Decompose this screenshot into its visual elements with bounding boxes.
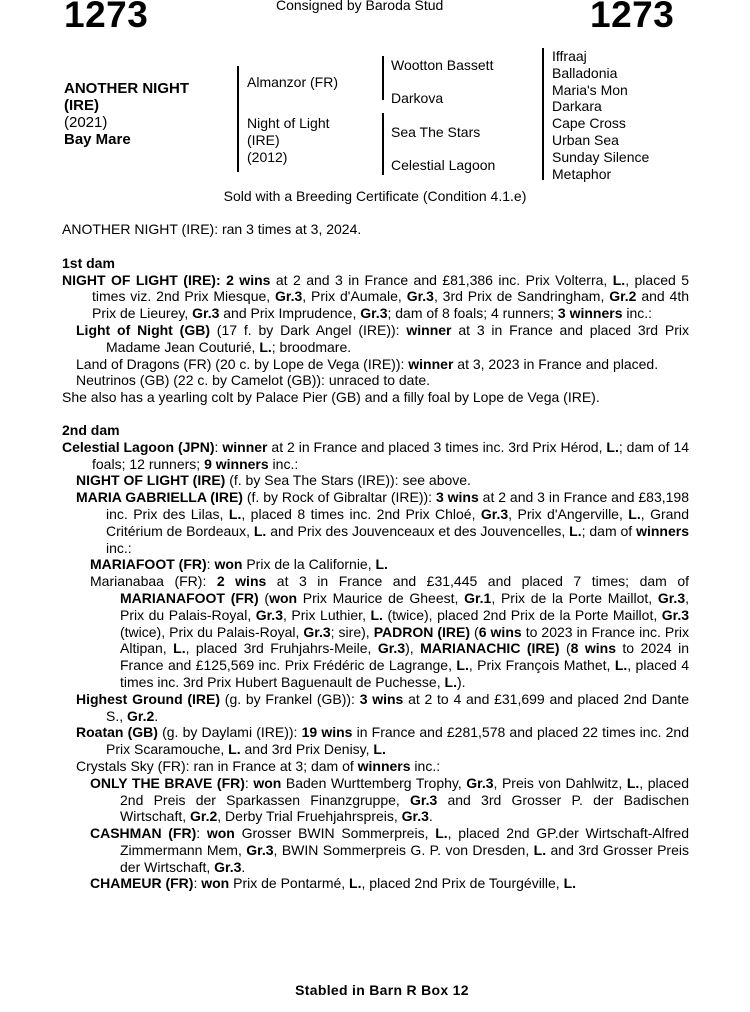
text-span: , Prix de la Porte Maillot, xyxy=(491,589,658,606)
group-badge: Gr.1 xyxy=(464,589,492,606)
text-span: (17 f. by Dark Angel (IRE)): xyxy=(209,321,407,338)
group-badge: Gr.3 xyxy=(661,606,690,623)
produce-name: Highest Ground (IRE) xyxy=(76,690,221,707)
wins-text: won xyxy=(201,875,230,892)
text-span: Prix Maurice de Gheest, xyxy=(297,589,465,606)
pedigree-bracket-2a xyxy=(382,56,384,100)
produce-entry-light-of-night xyxy=(62,322,689,356)
listed-badge: L. xyxy=(606,438,619,455)
text-span: (g. by Daylami (IRE)): xyxy=(157,724,302,741)
group-badge: Gr.3 xyxy=(360,305,388,322)
text-span: Grosser BWIN Sommerpreis, xyxy=(234,825,436,842)
produce-name: MARIA GABRIELLA (IRE) xyxy=(76,489,243,506)
text-span: and 3rd Grosser Preis der Wirtschaft, xyxy=(120,841,689,875)
group-badge: Gr.3 xyxy=(246,841,274,858)
text-span: (twice), Prix du Palais-Royal, xyxy=(120,623,304,640)
section-gap xyxy=(62,406,689,422)
wins-text: 3 wins xyxy=(359,690,404,707)
text-span: , Preis von Dahlwitz, xyxy=(493,774,627,791)
produce-name: Light of Night (GB) xyxy=(76,321,210,338)
text-span: at 3 in France and placed 3rd Prix Madame Jean Couturié, xyxy=(106,321,689,355)
text-span: , placed 2nd GP.der Wirtschaft-Alfred Zimmermann Mem, xyxy=(120,825,689,858)
listed-badge: L. xyxy=(228,741,241,758)
produce-name: CASHMAN (FR) xyxy=(90,825,197,842)
pedigree-dam-name: Night of Light xyxy=(247,115,330,131)
text-span: and 4th Prix de Lieurey, xyxy=(92,288,690,322)
wins-text: winner xyxy=(222,438,268,455)
text-span: Prix de Pontarmé, xyxy=(229,875,350,892)
produce-entry-maria-gabriella xyxy=(62,489,689,556)
pedigree-gen3-2: Darkova xyxy=(391,90,444,106)
listed-badge: L. xyxy=(569,522,582,539)
produce-entry-only-the-brave xyxy=(62,775,689,825)
pedigree-bracket-3 xyxy=(542,48,544,180)
pedigree-gen3-1: Wootton Bassett xyxy=(391,57,494,73)
text-span: , BWIN Sommerpreis G. P. von Dresden, xyxy=(273,841,534,858)
text-span: inc.: xyxy=(106,539,132,556)
produce-entry-mariafoot xyxy=(62,556,689,573)
text-span: and Prix des Jouvenceaux et des Jouvencelles, xyxy=(266,522,570,539)
text-span: ; dam of 8 foals; 4 runners; xyxy=(387,305,558,322)
group-badge: Gr.3 xyxy=(303,623,331,640)
pedigree-gen4-2: Balladonia xyxy=(552,64,618,81)
listed-badge: L. xyxy=(349,875,362,892)
stabling-info: Stabled in Barn R Box 12 xyxy=(295,982,469,998)
text-span: inc.: xyxy=(410,757,441,774)
text-span: , placed 5 times viz. 2nd Prix Miesque, xyxy=(92,271,689,305)
text-span: at 3, 2023 in France and placed. xyxy=(453,355,659,372)
group-badge: Gr.3 xyxy=(410,791,438,808)
listed-badge: L. xyxy=(253,522,267,539)
text-span: , 3rd Prix de Sandringham, xyxy=(433,288,610,305)
consignor: Consigned by Baroda Stud xyxy=(276,0,444,13)
pedigree-sire: Almanzor (FR) xyxy=(247,74,339,90)
group-badge: Gr.3 xyxy=(401,808,429,825)
first-dam-heading: 1st dam xyxy=(62,254,115,271)
wins-text: 6 wins xyxy=(478,623,522,640)
pedigree-gen3-3: Sea The Stars xyxy=(391,124,481,140)
pedigree-dam xyxy=(247,115,330,166)
produce-name: Roatan (GB) xyxy=(76,724,158,741)
pedigree-gen3-4: Celestial Lagoon xyxy=(391,157,496,173)
text-span: , Prix d'Aumale, xyxy=(302,288,407,305)
text-span: . xyxy=(154,707,159,724)
group-badge: Gr.2 xyxy=(127,707,155,724)
text-span: to 2024 in France and £125,569 inc. Prix Frédéric de Lagrange, xyxy=(120,640,690,674)
group-badge: Gr.3 xyxy=(377,640,406,657)
text-span: . xyxy=(241,858,246,875)
horse-country: (IRE) xyxy=(64,97,99,114)
text-span: , Grand Critérium de Bordeaux, xyxy=(106,505,689,539)
text-span: and Prix Imprudence, xyxy=(219,305,361,322)
pedigree-dam-country: (IRE) xyxy=(247,132,280,148)
listed-badge: L. xyxy=(373,741,386,758)
listed-badge: L. xyxy=(173,640,186,657)
text-span: ), xyxy=(405,640,421,657)
text-span: and 3rd Grosser P. der Badischen Wirtschaft, xyxy=(120,791,689,825)
text-span: Crystals Sky (FR): ran in France at 3; dam of xyxy=(76,757,358,774)
group-badge: Gr.3 xyxy=(406,288,434,305)
group-badge: Gr.2 xyxy=(609,288,637,305)
listed-badge: L. xyxy=(563,875,577,892)
winners-text: 3 winners xyxy=(557,305,623,322)
produce-name: CHAMEUR (FR) xyxy=(90,875,194,892)
breeding-certificate-note: Sold with a Breeding Certificate (Condition 4.1.e) xyxy=(223,188,527,204)
produce-entry-neutrinos: Neutrinos (GB) (22 c. by Camelot (GB)): unraced to date. xyxy=(76,372,431,389)
listed-badge: L. xyxy=(370,606,383,623)
listed-badge: L. xyxy=(612,271,626,288)
produce-name: MARIAFOOT (FR) xyxy=(90,556,207,573)
produce-entry-marianabaa xyxy=(62,573,689,691)
text-span: : xyxy=(196,825,207,842)
produce-entry-cashman xyxy=(62,825,689,875)
text-span: at 3 in France and £31,445 and placed 7 times; dam of xyxy=(266,573,690,590)
winners-text: 9 winners xyxy=(204,455,269,472)
listed-badge: L. xyxy=(375,556,388,573)
text-span: . xyxy=(428,808,433,825)
text-span: Prix de la Californie, xyxy=(242,556,376,573)
pedigree-gen4-1: Iffraaj xyxy=(552,48,587,64)
text-span: , Prix Luthier, xyxy=(282,606,371,623)
produce-name: MARIANACHIC (IRE) xyxy=(420,640,560,657)
second-dam-heading: 2nd dam xyxy=(62,421,120,438)
wins-text: winner xyxy=(408,355,454,372)
group-badge: Gr.3 xyxy=(657,589,686,606)
dam-entry-celestial-lagoon xyxy=(62,439,689,473)
wins-text: won xyxy=(253,774,282,791)
text-span: Baden Wurttemberg Trophy, xyxy=(281,774,467,791)
text-span: , placed 3rd Fruhjahrs-Meile, xyxy=(185,640,378,657)
text-span: ; broodmare. xyxy=(271,338,352,355)
text-span: (twice), placed 2nd Prix de la Porte Maillot, xyxy=(382,606,662,623)
group-badge: Gr.3 xyxy=(275,288,303,305)
pedigree-gen4-3: Maria's Mon xyxy=(552,81,628,98)
listed-badge: L. xyxy=(444,673,457,690)
group-badge: Gr.3 xyxy=(214,858,242,875)
horse-summary: ANOTHER NIGHT (IRE): ran 3 times at 3, 2024. xyxy=(62,221,362,237)
dam-entry-night-of-light xyxy=(62,272,689,322)
wins-text: winner xyxy=(406,321,452,338)
text-span: , Derby Trial Fruehjahrspreis, xyxy=(217,808,402,825)
listed-badge: L. xyxy=(435,825,448,842)
produce-entry-highest-ground xyxy=(62,691,689,725)
text-span: and 3rd Prix Denisy, xyxy=(240,741,374,758)
listed-badge: L. xyxy=(533,841,547,858)
listed-badge: L. xyxy=(628,505,641,522)
group-badge: Gr.3 xyxy=(480,505,509,522)
text-span: at 2 and 3 in France and £83,198 inc. Prix des Lilas, xyxy=(106,489,689,522)
dam-name: Celestial Lagoon (JPN) xyxy=(62,438,215,455)
wins-text: 3 wins xyxy=(435,489,479,506)
produce-entry-land-of-dragons xyxy=(62,356,689,373)
horse-color-sex: Bay Mare xyxy=(64,131,131,148)
horse-year: (2021) xyxy=(64,114,108,131)
text-span: (f. by Sea The Stars (IRE)): see above. xyxy=(225,472,471,489)
text-span: at 2 in France and placed 3 times inc. 3rd Prix Hérod, xyxy=(267,438,607,455)
text-span: , Prix du Palais-Royal, xyxy=(120,589,689,623)
produce-entry-chameur xyxy=(62,875,689,892)
text-span: in France and £281,578 and placed 22 times inc. 2nd Prix Scaramouche, xyxy=(106,724,689,758)
winners-text: winners xyxy=(636,522,689,539)
produce-name: PADRON (IRE) xyxy=(373,623,471,640)
produce-entry-roatan xyxy=(62,724,689,758)
text-span: inc.: xyxy=(268,455,299,472)
pedigree-gen4-6: Urban Sea xyxy=(552,131,619,148)
text-span: Land of Dragons (FR) (20 c. by Lope de Vega (IRE)): xyxy=(76,355,409,372)
text-span: (g. by Frankel (GB)): xyxy=(220,690,360,707)
text-span: , placed 2nd Prix de Tourgéville, xyxy=(361,875,564,892)
pedigree-gen4 xyxy=(552,48,649,182)
text-span: : xyxy=(215,271,227,288)
pedigree-bracket-1 xyxy=(237,66,239,172)
listed-badge: L. xyxy=(626,774,640,791)
pedigree-gen4-4: Darkara xyxy=(552,98,602,115)
text-span: at 2 and 3 in France and £81,386 inc. Prix Volterra, xyxy=(270,271,613,288)
text-span: , placed 8 times inc. 2nd Prix Chloé, xyxy=(241,505,481,522)
listed-badge: L. xyxy=(456,657,469,674)
text-span: to 2023 in France inc. Prix Altipan, xyxy=(120,623,690,657)
wins-text: 2 wins xyxy=(226,271,271,288)
listed-badge: L. xyxy=(614,657,628,674)
text-span: ; sire), xyxy=(330,623,374,640)
text-span: inc.: xyxy=(622,305,653,322)
text-span: ( xyxy=(470,623,479,640)
winners-text: winners xyxy=(357,757,411,774)
text-span: at 2 to 4 and £31,699 and placed 2nd Dante S., xyxy=(106,690,690,724)
dam-name: NIGHT OF LIGHT (IRE) xyxy=(62,271,216,288)
produce-name: MARIANAFOOT (FR) xyxy=(120,589,259,606)
wins-text: 2 wins xyxy=(216,573,267,590)
horse-name: ANOTHER NIGHT xyxy=(64,80,189,97)
text-span: ; dam of xyxy=(581,522,637,539)
pedigree-gen4-8: Metaphor xyxy=(552,165,612,182)
text-span: ). xyxy=(456,673,466,690)
text-span: : xyxy=(244,774,254,791)
catalogue-text xyxy=(62,221,689,892)
produce-entry-night-of-light xyxy=(62,472,689,489)
pedigree-bracket-2b xyxy=(382,113,384,175)
wins-text: 8 wins xyxy=(570,640,616,657)
text-span: ; dam of 14 foals; 12 runners; xyxy=(92,438,690,472)
pedigree-dam-year: (2012) xyxy=(247,149,288,165)
group-badge: Gr.3 xyxy=(255,606,283,623)
listed-badge: L. xyxy=(228,505,242,522)
text-span: Marianabaa (FR): xyxy=(90,573,217,590)
pedigree-gen4-7: Sunday Silence xyxy=(552,148,650,165)
lot-number-right: 1273 xyxy=(590,0,675,35)
text-span: , Prix d'Angerville, xyxy=(508,505,629,522)
dam-also-note: She also has a yearling colt by Palace Pier (GB) and a filly foal by Lope de Vega (IRE). xyxy=(62,389,600,406)
text-span: , Prix François Mathet, xyxy=(468,657,615,674)
horse-details xyxy=(64,80,189,148)
text-span: : xyxy=(206,556,215,573)
group-badge: Gr.3 xyxy=(192,305,220,322)
text-span: ( xyxy=(258,589,270,606)
wins-text: won xyxy=(214,556,243,573)
text-span: : xyxy=(193,875,202,892)
text-span: (f. by Rock of Gibraltar (IRE)): xyxy=(242,489,436,506)
text-span: , placed 4 times inc. 3rd Prix Hubert Baguenault de Puchesse, xyxy=(120,657,689,690)
pedigree-gen4-5: Cape Cross xyxy=(552,115,626,132)
wins-text: 19 wins xyxy=(301,724,353,741)
produce-entry-crystals-sky xyxy=(62,758,689,775)
produce-name: ONLY THE BRAVE (FR) xyxy=(90,774,245,791)
group-badge: Gr.2 xyxy=(190,808,218,825)
wins-text: won xyxy=(269,589,298,606)
text-span: ( xyxy=(559,640,571,657)
listed-badge: L. xyxy=(259,338,272,355)
group-badge: Gr.3 xyxy=(466,774,494,791)
lot-number: 1273 xyxy=(64,0,149,35)
text-span: : xyxy=(214,438,223,455)
text-span: , placed 2nd Preis der Sparkassen Finanzgruppe, xyxy=(120,774,689,808)
wins-text: won xyxy=(206,825,235,842)
produce-name: NIGHT OF LIGHT (IRE) xyxy=(76,472,226,489)
